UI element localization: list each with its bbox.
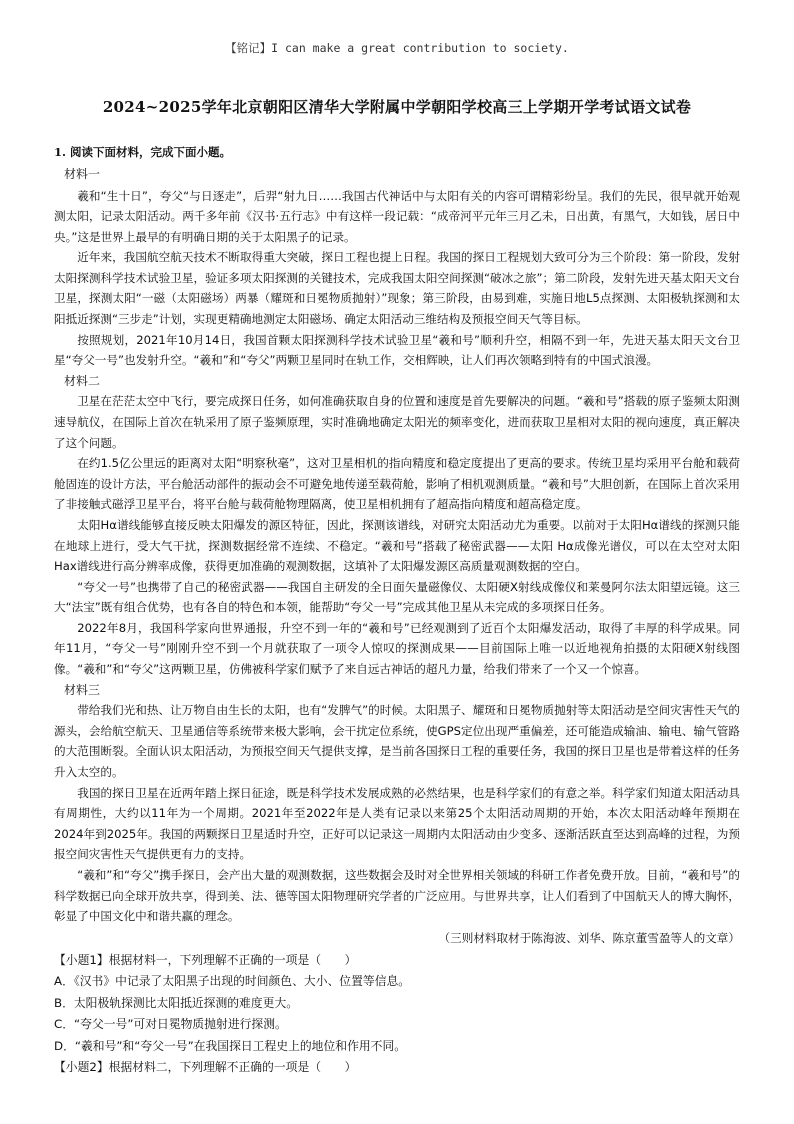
exam-content [54,143,740,1079]
option-c: C．“夸父一号”可对日冕物质抛射进行探测。 [54,1017,287,1032]
material-2-paragraph: “夸父一号”也携带了自己的秘密武器——我国自主研发的全日面矢量磁像仪、太阳硬X射线成像仪和莱曼阿尔法太阳望远镜。这三大“法宝”既有组合优势，也有各自的特色和本领，能帮助“夸父一号”完成其他卫星从未完成的多项探日任务。 [54,579,740,615]
material-3-paragraph: “羲和”和“夸父”携手探日，会产出大量的观测数据，这些数据会及时对全世界相关领域的科研工作者免费开放。目前，“羲和号”的科学数据已向全球开放共享，得到美、法、德等国太阳物理研究学者的广泛应用。与世界共享，让人们看到了中国航天人的博大胸怀，彰显了中国文化中和谐共赢的理念。 [54,867,740,924]
material-2-paragraph: 卫星在茫茫太空中飞行，要完成探日任务，如何准确获取自身的位置和速度是首先要解决的问题。“羲和号”搭载的原子鉴频太阳测速导航仪，在国际上首次在轨采用了原子鉴频原理，实时准确地确定太阳光的频率变化，进而获取卫星相对太阳的视向速度，真正解决了这个问题。 [54,394,740,450]
material-2-paragraph: 太阳Hα谱线能够直接反映太阳爆发的源区特征，因此，探测该谱线，对研究太阳活动尤为重要。以前对于太阳Hα谱线的探测只能在地球上进行，受大气干扰，探测数据经常不连续、不稳定。“羲和号”搭载了秘密武器——太阳 Hα成像光谱仪，可以在太空对太阳Hax谱线进行高分辨率成像，获得更加准确的观测数据，这填补了太阳爆发源区高质量观测数据的空白。 [54,517,740,574]
material-2-paragraph: 2022年8月，我国科学家向世界通报，升空不到一年的“羲和号”已经观测到了近百个太阳爆发活动，取得了丰厚的科学成果。同年11月，“夸父一号”刚刚升空不到一个月就获取了一项令人惊叹的探测成果——目前国际上唯一以近地视角拍摄的太阳硬X射线图像。“羲和”和“夸父”这两颗卫星，仿佛被科学家们赋予了来自远古神话的超凡力量，给我们带来了一个又一个惊喜。 [54,620,740,677]
option-b: B．太阳极轨探测比太阳抵近探测的难度更大。 [54,995,299,1010]
material-3-paragraph: 带给我们光和热、让万物自由生长的太阳，也有“发脾气”的时候。太阳黑子、耀斑和日冕物质抛射等太阳活动是空间灾害性天气的源头，会给航空航天、卫星通信等系统带来极大影响，会干扰定位系统，使GPS定位出现严重偏差，还可能造成输油、输电、输气管路的大范围断裂。全面认识太阳活动，为预报空间天气提供支撑，是当前各国探日工程的重要任务，我国的探日卫星也是带着这样的任务升入太空的。 [54,703,740,779]
material-2-label: 材料二 [64,373,101,388]
motto-header: 【铭记】I can make a great contribution to society. [225,41,569,55]
material-1-paragraph: 近年来，我国航空航天技术不断取得重大突破，探日工程也提上日程。我国的探日工程规划大致可分为三个阶段：第一阶段，发射太阳探测科学技术试验卫星，验证多项太阳探测的关键技术，完成我国太阳空间探测“破冰之旅”；第二阶段，发射先进天基太阳天文台卫星，探测太阳“一磁（太阳磁场）两暴（耀斑和日冕物质抛射）”现象；第三阶段，由易到难，实施日地L5点探测、太阳极轨探测和太阳抵近探测“三步走”计划，实现更精确地测定太阳磁场、确定太阳活动三维结构及预报空间天气等目标。 [54,250,740,327]
material-source: （三则材料取材于陈海波、刘华、陈京董雪盈等人的文章） [438,930,740,945]
exam-title: 2024~2025学年北京朝阳区清华大学附属中学朝阳学校高三上学期开学考试语文试卷 [102,98,692,116]
option-d: D．“羲和号”和“夸父一号”在我国探日工程史上的地位和作用不同。 [54,1038,407,1053]
material-1-label: 材料一 [64,167,101,181]
sub-question-1-stem: 【小题1】根据材料一，下列理解不正确的一项是（ ） [54,952,357,967]
material-1-paragraph: 羲和“生十日”，夸父“与日逐走”，后羿“射九日……我国古代神话中与太阳有关的内容可谓精彩纷呈。我们的先民，很早就开始观测太阳，记录太阳活动。两千多年前《汉书·五行志》中有这样一段记载：“成帝河平元年三月乙未，日出黄，有黑气，大如钱，居日中央。”这是世界上最早的有明确日期的关于太阳黑子的记录。 [54,188,740,244]
material-2-paragraph: 在约1.5亿公里远的距离对太阳“明察秋毫”，这对卫星相机的指向精度和稳定度提出了更高的要求。传统卫星均采用平台舱和载荷舱固连的设计方法，平台舱活动部件的振动会不可避免地传递至载荷舱，影响了相机观测质量。“羲和号”大胆创新，在国际上首次采用了非接触式磁浮卫星平台，将平台舱与载荷舱物理隔离，使卫星相机拥有了超高指向精度和超高稳定度。 [54,456,740,512]
material-3-paragraph: 我国的探日卫星在近两年踏上探日征途，既是科学技术发展成熟的必然结果，也是科学家们的有意之举。科学家们知道太阳活动具有周期性，大约以11年为一个周期。2021年至2022年是人类有记录以来第25个太阳活动周期的开始，本次太阳活动峰年预期在2024年到2025年。我国的两颗探日卫星适时升空，正好可以记录这一周期内太阳活动由少变多、逐渐活跃直至达到高峰的过程，为预报空间灾害性天气提供更有力的支持。 [54,785,740,862]
option-a: A．《汉书》中记录了太阳黑子出现的时间颜色、大小、位置等信息。 [54,974,411,989]
question-heading: 1. 阅读下面材料，完成下面小题。 [54,145,232,159]
sub-question-2-stem: 【小题2】根据材料二，下列理解不正确的一项是（ ） [54,1060,357,1075]
material-3-label: 材料三 [64,682,101,697]
material-1-paragraph: 按照规划，2021年10月14日，我国首颗太阳探测科学技术试验卫星“羲和号”顺利升空，相隔不到一年，先进天基太阳天文台卫星“夸父一号”也发射升空。“羲和”和“夸父”两颗卫星同时在轨工作，交相辉映，让人们再次领略到特有的中国式浪漫。 [54,332,740,368]
